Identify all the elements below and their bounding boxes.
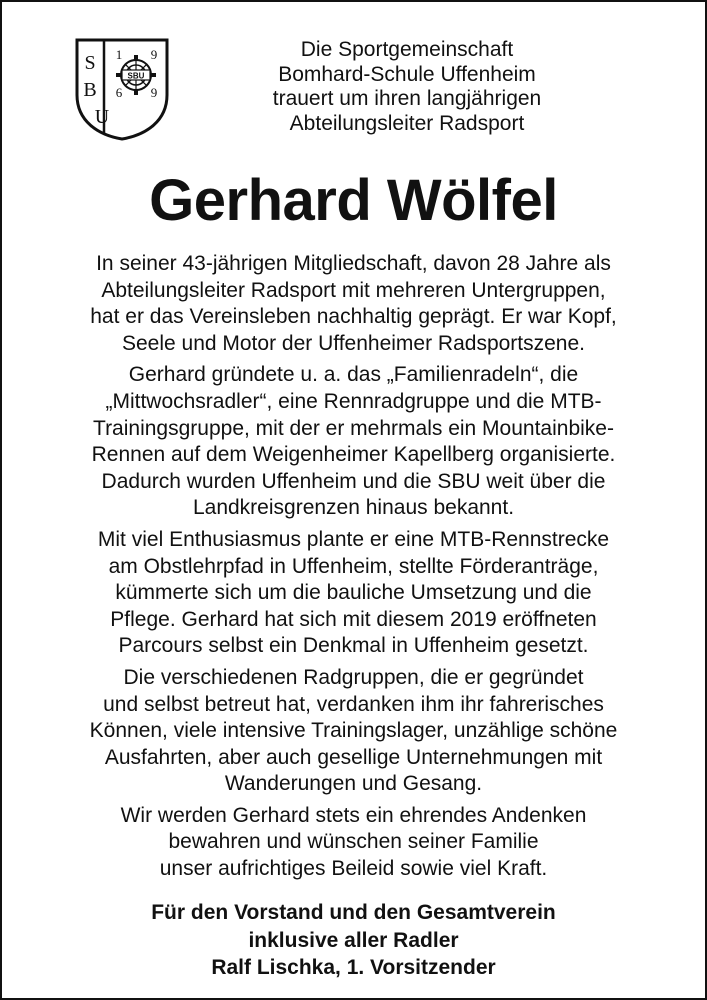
logo-letter-s: S <box>84 52 96 74</box>
header-line: trauert um ihren langjährigen <box>272 87 542 110</box>
text-line: Parcours selbst ein Denkmal in Uffenheim gesetzt. <box>118 634 589 658</box>
logo-digit-2: 9 <box>150 47 158 62</box>
club-logo <box>74 37 170 141</box>
text-line: Rennen auf dem Weigenheimer Kapellberg organisierte. <box>91 443 616 467</box>
signature-line: Für den Vorstand und den Gesamtverein <box>151 901 556 924</box>
text-line: Können, viele intensive Trainingslager, unzählige schöne <box>89 719 618 743</box>
text-line: Wir werden Gerhard stets ein ehrendes Andenken <box>120 803 587 827</box>
paragraph <box>32 527 675 660</box>
text-line: am Obstlehrpfad in Uffenheim, stellte Förderanträge, <box>108 554 599 578</box>
text-line: Ausfahrten, aber auch gesellige Unternehmungen mit <box>104 745 603 769</box>
text-line: „Mittwochsradler“, eine Rennradgruppe und die MTB- <box>105 389 602 413</box>
svg-text:SBU: SBU <box>127 71 145 81</box>
logo-letter-u: U <box>94 106 110 128</box>
text-line: und selbst betreut hat, verdanken ihm ihr fahrerisches <box>103 692 604 716</box>
deceased-name: Gerhard Wölfel <box>149 168 558 233</box>
header-intro <box>242 38 572 136</box>
header-line: Bomhard-Schule Uffenheim <box>278 62 536 86</box>
logo-digit-1: 1 <box>115 47 123 62</box>
text-line: Pflege. Gerhard hat sich mit diesem 2019 eröffneten <box>110 607 597 631</box>
paragraph <box>32 362 675 522</box>
signature-line: Ralf Lischka, 1. Vorsitzender <box>211 956 496 979</box>
text-line: Seele und Motor der Uffenheimer Radsportszene. <box>121 331 586 355</box>
text-line: Trainingsgruppe, mit der er mehrmals ein Mountainbike- <box>93 416 614 440</box>
logo-letter-b: B <box>83 79 97 101</box>
text-line: kümmerte sich um die bauliche Umsetzung und die <box>115 581 592 605</box>
text-line: Landkreisgrenzen hinaus bekannt. <box>192 496 515 520</box>
logo-digit-4: 9 <box>150 85 158 100</box>
header-line: Abteilungsleiter Radsport <box>289 111 525 135</box>
text-line: unser aufrichtiges Beileid sowie viel Kraft. <box>159 857 548 881</box>
text-line: hat er das Vereinsleben nachhaltig geprägt. Er war Kopf, <box>90 305 617 329</box>
paragraph <box>32 803 675 883</box>
paragraph <box>32 665 675 798</box>
text-line: Abteilungsleiter Radsport mit mehreren Untergruppen, <box>101 278 606 302</box>
logo-digit-3: 6 <box>115 85 123 100</box>
header-line: Die Sportgemeinschaft <box>300 38 514 61</box>
text-line: In seiner 43-jährigen Mitgliedschaft, davon 28 Jahre als <box>96 252 611 275</box>
paragraph <box>32 251 675 357</box>
text-line: bewahren und wünschen seiner Familie <box>168 830 539 854</box>
signature-line: inklusive aller Radler <box>248 928 459 952</box>
obituary-body <box>32 251 675 888</box>
text-line: Mit viel Enthusiasmus plante er eine MTB-Rennstrecke <box>97 527 610 551</box>
text-line: Die verschiedenen Radgruppen, die er gegründet <box>123 665 584 689</box>
text-line: Wanderungen und Gesang. <box>224 772 483 796</box>
signature-block <box>2 899 705 982</box>
text-line: Gerhard gründete u. a. das „Familienradeln“, die <box>128 363 579 387</box>
text-line: Dadurch wurden Uffenheim und die SBU weit über die <box>101 469 606 493</box>
